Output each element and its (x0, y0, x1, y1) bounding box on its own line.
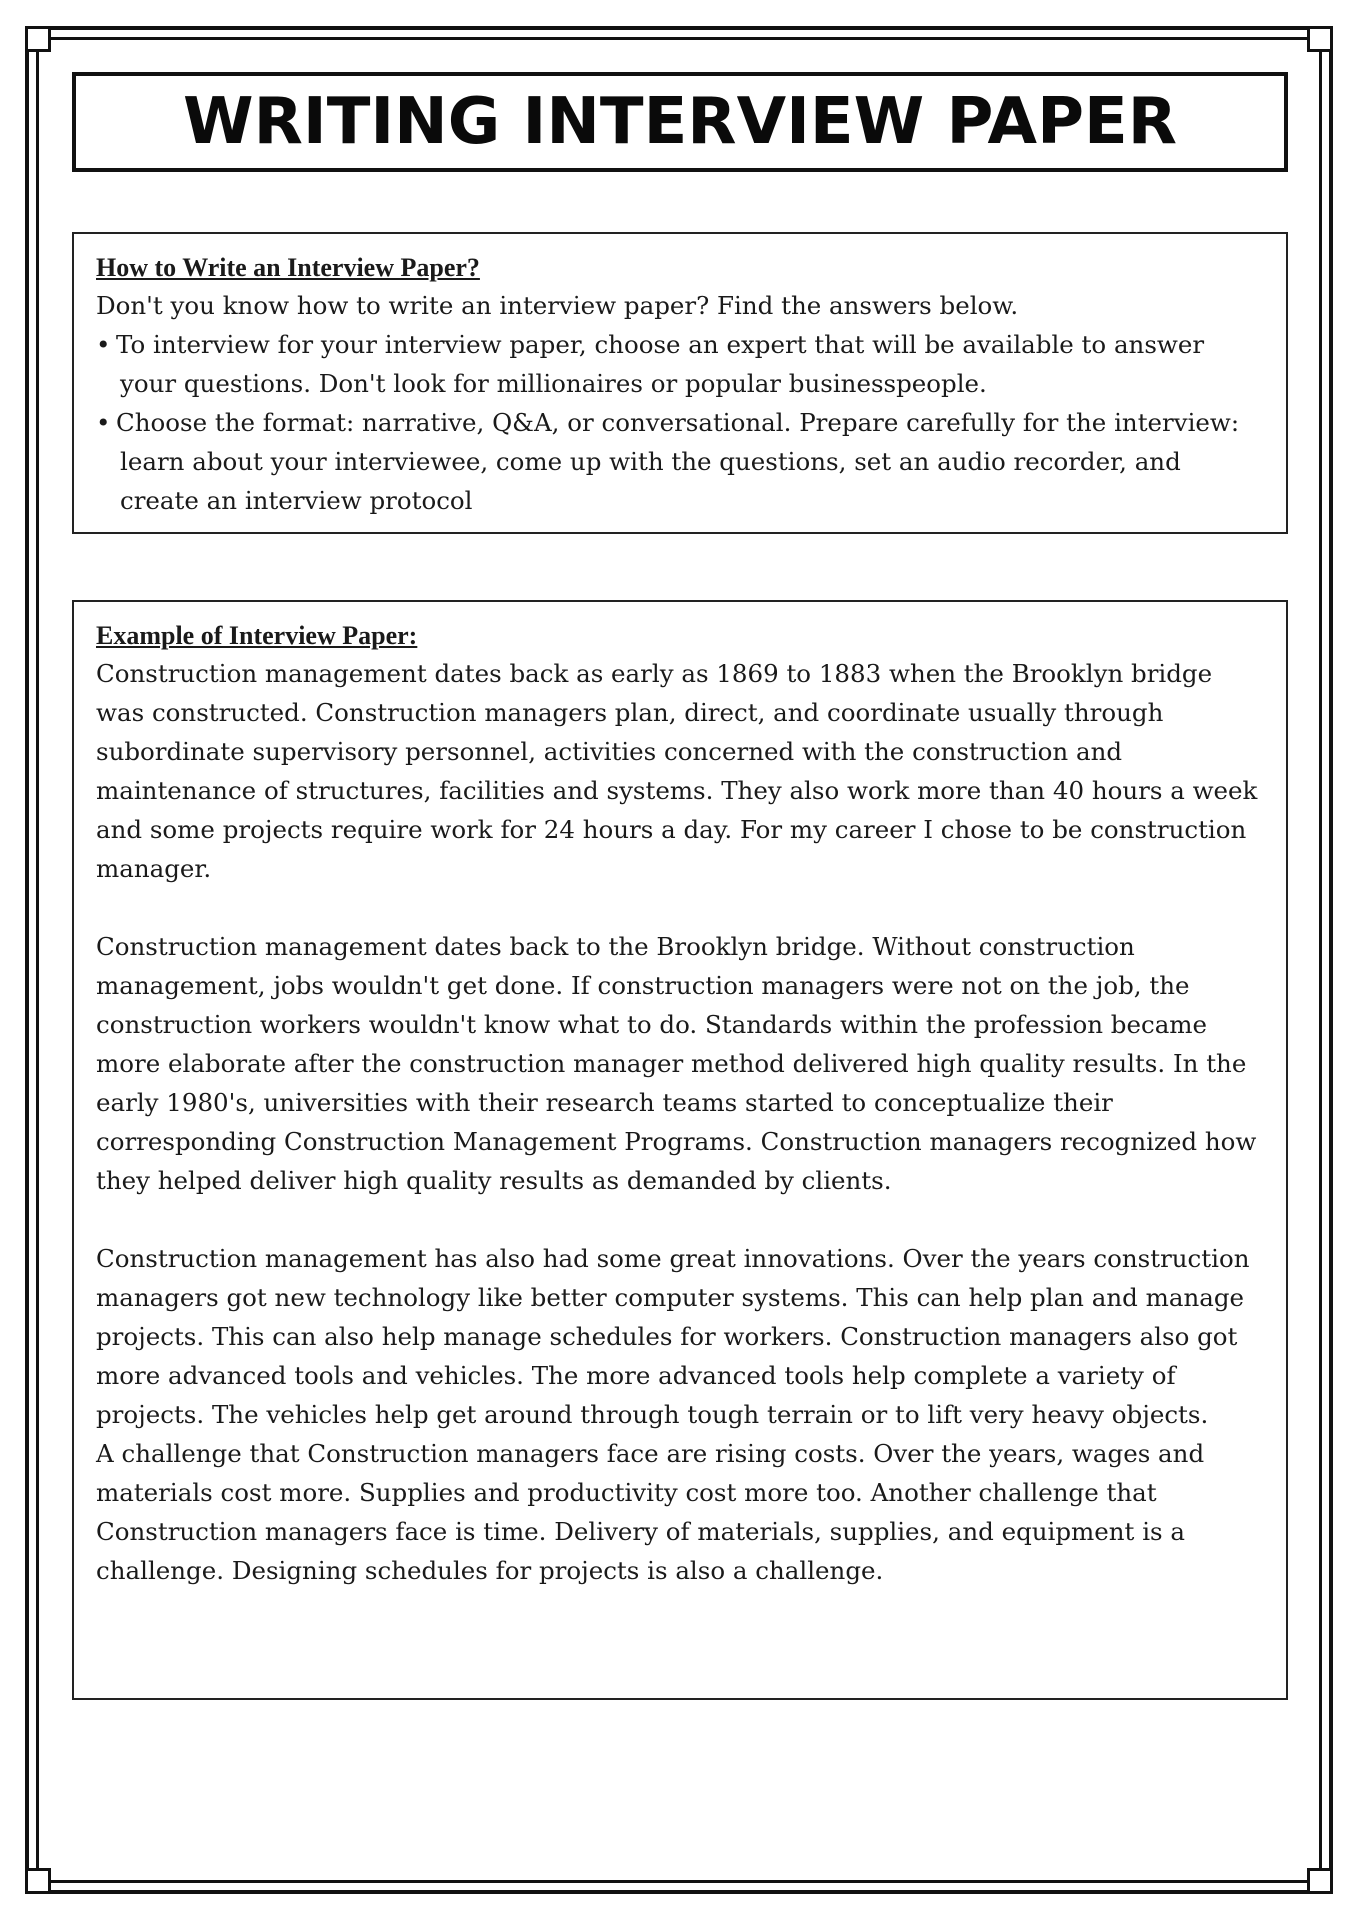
page-title: WRITING INTERVIEW PAPER (183, 85, 1177, 159)
paragraph-spacer (96, 1200, 1264, 1239)
bullet-text: To interview for your interview paper, choose an expert that will be available to answer your questions. Don't look for millionaires or popular businesspeople. (116, 330, 1205, 398)
how-to-intro: Don't you know how to write an interview paper? Find the answers below. (96, 291, 1019, 320)
how-to-section (72, 232, 1288, 534)
example-paragraph: A challenge that Construction managers face are rising costs. Over the years, wages and materials cost more. Supplies and productivity cost more too. Another challenge that Construction managers face is time. Delivery of materials, supplies, and equipment is a challenge. Designing schedules for projects is also a challenge. (96, 1439, 1205, 1585)
example-section (72, 600, 1288, 1700)
corner-ornament-top-left (25, 26, 51, 52)
how-to-bullet-item (96, 325, 1264, 403)
bullet-icon: • (96, 330, 111, 359)
title-box (72, 72, 1288, 172)
how-to-bullet-item (96, 403, 1264, 520)
example-paragraph: Construction management dates back as early as 1869 to 1883 when the Brooklyn bridge was constructed. Construction managers plan, direct, and coordinate usually through subordinate supervisory personnel, activities concerned with the construction and maintenance of structures, facilities and systems. They also work more than 40 hours a week and some projects require work for 24 hours a day. For my career I chose to be construction manager. (96, 659, 1258, 883)
example-paragraph: Construction management has also had some great innovations. Over the years construction managers got new technology like better computer systems. This can help plan and manage projects. This can also help manage schedules for workers. Construction managers also got more advanced tools and vehicles. The more advanced tools help complete a variety of projects. The vehicles help get around through tough terrain or to lift very heavy objects. (96, 1244, 1250, 1429)
bullet-icon: • (96, 408, 111, 437)
how-to-heading: How to Write an Interview Paper? (96, 253, 480, 282)
corner-ornament-bottom-left (25, 1868, 51, 1894)
corner-ornament-top-right (1307, 26, 1333, 52)
paragraph-spacer (96, 888, 1264, 927)
corner-ornament-bottom-right (1307, 1868, 1333, 1894)
example-paragraph: Construction management dates back to the Brooklyn bridge. Without construction management, jobs wouldn't get done. If construction managers were not on the job, the construction workers wouldn't know what to do. Standards within the profession became more elaborate after the construction manager method delivered high quality results. In the early 1980's, universities with their research teams started to conceptualize their corresponding Construction Management Programs. Construction managers recognized how they helped deliver high quality results as demanded by clients. (96, 932, 1257, 1195)
example-heading: Example of Interview Paper: (96, 621, 418, 650)
bullet-text: Choose the format: narrative, Q&A, or conversational. Prepare carefully for the interview: learn about your interviewee, come up with the questions, set an audio recorder, and create an interview protocol (116, 408, 1240, 515)
